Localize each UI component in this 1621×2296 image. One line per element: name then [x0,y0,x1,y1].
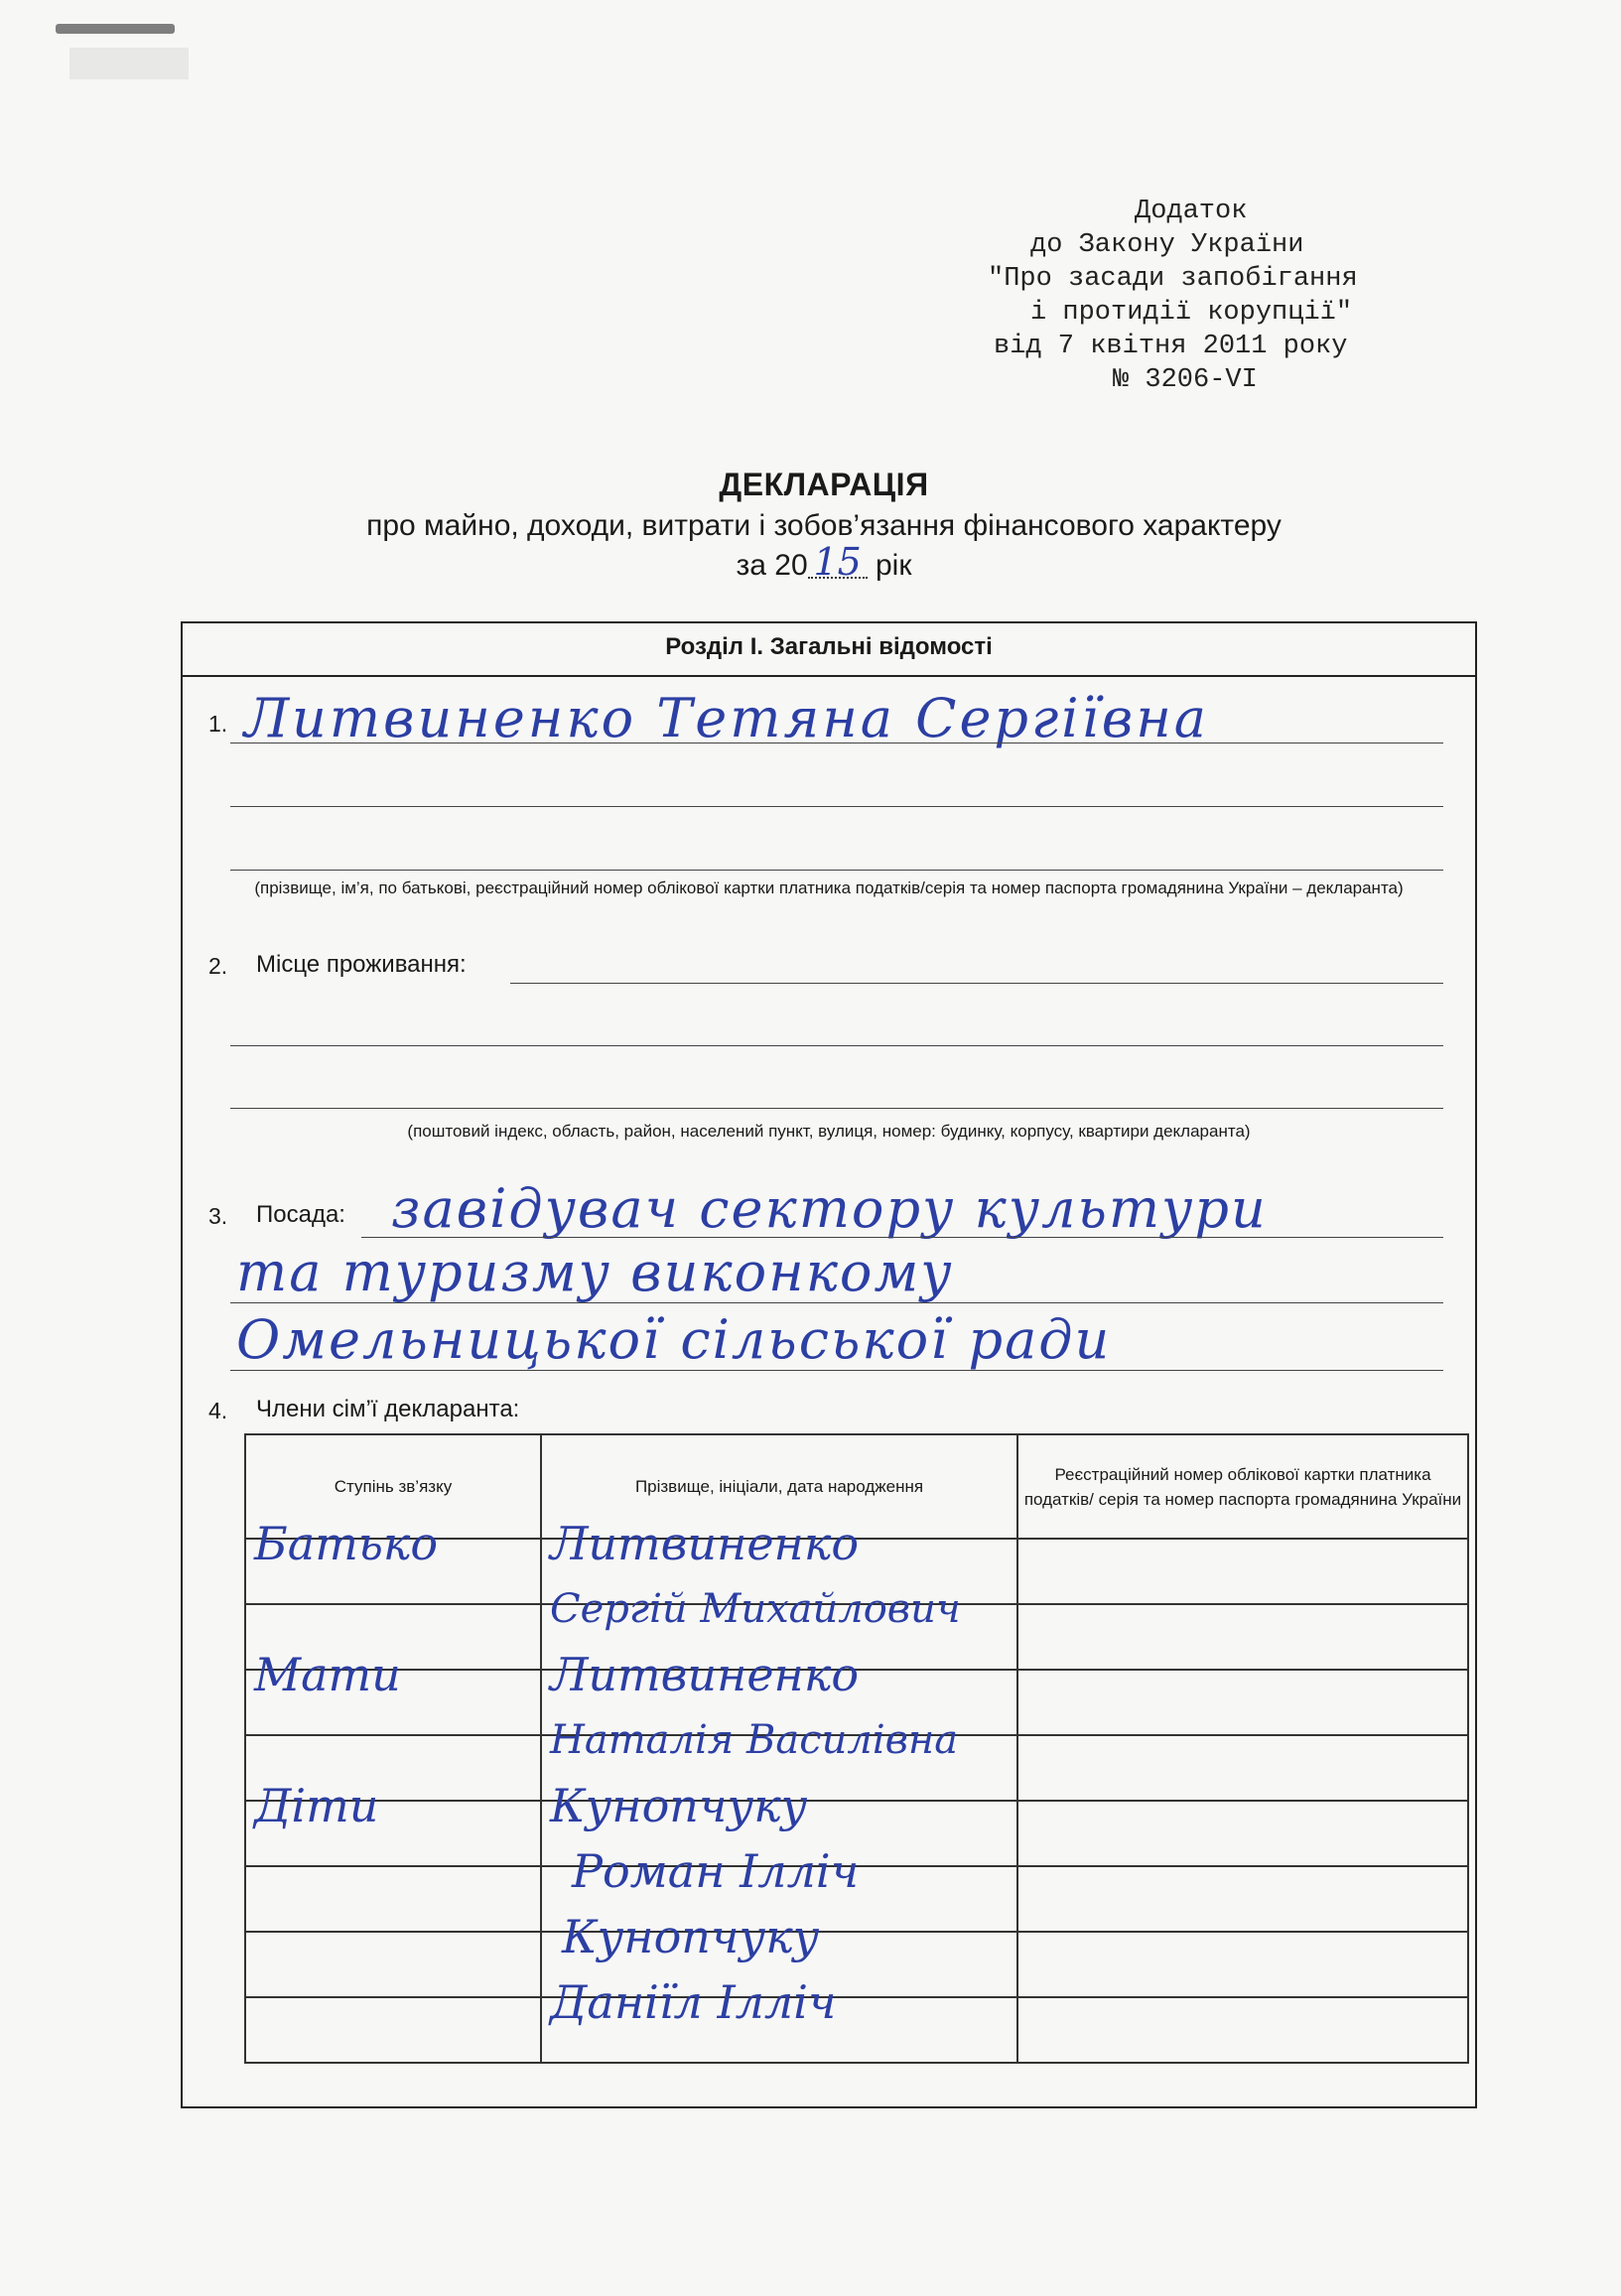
relation-cell [245,1779,541,1866]
field-caption: (поштовий індекс, область, район, населений пункт, вулиця, номер: будинку, корпусу, квартири декларанта) [407,1122,1251,1141]
field-label: Місце проживання: [256,951,467,978]
field-number: 1. [208,711,228,737]
field-caption: (прізвище, ім’я, по батькові, реєстраційний номер облікової картки платника податків/серія та номер паспорта громадянина України – декларанта) [254,878,1404,897]
appendix-line: № 3206-VI [1113,365,1258,395]
appendix-note [978,195,1415,397]
id-cell [1017,1997,1468,2063]
column-header: Прізвище, ініціали, дата народження [541,1434,1017,1539]
fill-line [510,983,1443,984]
id-cell [1017,1735,1468,1801]
column-header: Ступінь зв’язку [245,1434,541,1539]
field-number: 3. [208,1203,228,1229]
document-subtitle: про майно, доходи, витрати і зобов’язання фінансового характеру [366,509,1282,542]
field-label: Члени сім’ї декларанта: [256,1396,520,1422]
fill-line [230,1108,1443,1109]
relation-handwritten: Діти [254,1779,379,1832]
relation-cell [245,1932,541,1997]
field-label: Посада: [256,1201,345,1228]
relation-cell [245,1997,541,2063]
id-cell [1017,1670,1468,1735]
id-cell [1017,1539,1468,1604]
scan-artifact [69,48,189,79]
appendix-line: "Про засади запобігання [988,264,1358,294]
table-row [245,1997,1468,2063]
fill-line [230,1370,1443,1371]
name-handwritten: Литвиненко [550,1517,860,1570]
fill-line [361,1237,1443,1238]
relation-cell [245,1517,541,1604]
position-handwritten: та туризму виконкому [236,1241,954,1303]
appendix-line: Додаток [1135,197,1248,226]
full-name-handwritten: Литвиненко Тетяна Сергіївна [244,687,1209,749]
field-number: 2. [208,953,228,979]
appendix-line: від 7 квітня 2011 року [994,332,1348,361]
relation-handwritten: Батько [254,1517,439,1570]
fill-line [230,1302,1443,1303]
name-handwritten: Сергій Михайлович [550,1586,961,1632]
position-handwritten: завідувач сектору культури [391,1177,1268,1240]
scan-artifact [56,24,175,34]
name-handwritten: Роман Ілліч [572,1844,860,1898]
year-suffix: рік [876,549,912,582]
name-handwritten: Даніїл Ілліч [550,1975,837,2029]
appendix-line: і протидії корупції" [1030,298,1353,328]
fill-line [230,806,1443,807]
relation-handwritten: Мати [254,1648,401,1701]
position-handwritten: Омельницької сільської ради [236,1308,1112,1371]
id-cell [1017,1932,1468,1997]
name-cell [541,1975,1017,2063]
name-handwritten: Наталія Василівна [550,1717,959,1763]
name-handwritten: Литвиненко [550,1648,860,1701]
table-row [245,1866,1468,1932]
appendix-line: до Закону України [1030,230,1304,260]
document-year [179,540,1469,584]
name-handwritten: Кунопчуку [550,1779,808,1832]
relation-cell [245,1648,541,1735]
id-cell [1017,1866,1468,1932]
relation-cell [245,1866,541,1932]
section-divider [183,675,1475,677]
name-handwritten: Кунопчуку [562,1910,820,1963]
id-cell [1017,1604,1468,1670]
fill-line [230,1045,1443,1046]
column-header: Реєстраційний номер облікової картки платника податків/ серія та номер паспорта громадянина України [1017,1434,1468,1539]
year-prefix: за 20 [736,549,808,582]
year-handwritten: 15 [808,547,868,579]
title-block [179,467,1469,583]
section-title: Розділ І. Загальні відомості [665,633,993,660]
field-number: 4. [208,1398,228,1423]
id-cell [1017,1801,1468,1866]
document-title: ДЕКЛАРАЦІЯ [719,467,929,502]
fill-line [230,870,1443,871]
table-row [245,1735,1468,1801]
table-row [245,1932,1468,1997]
section-frame [181,621,1477,2108]
family-members-table [244,1433,1469,2064]
